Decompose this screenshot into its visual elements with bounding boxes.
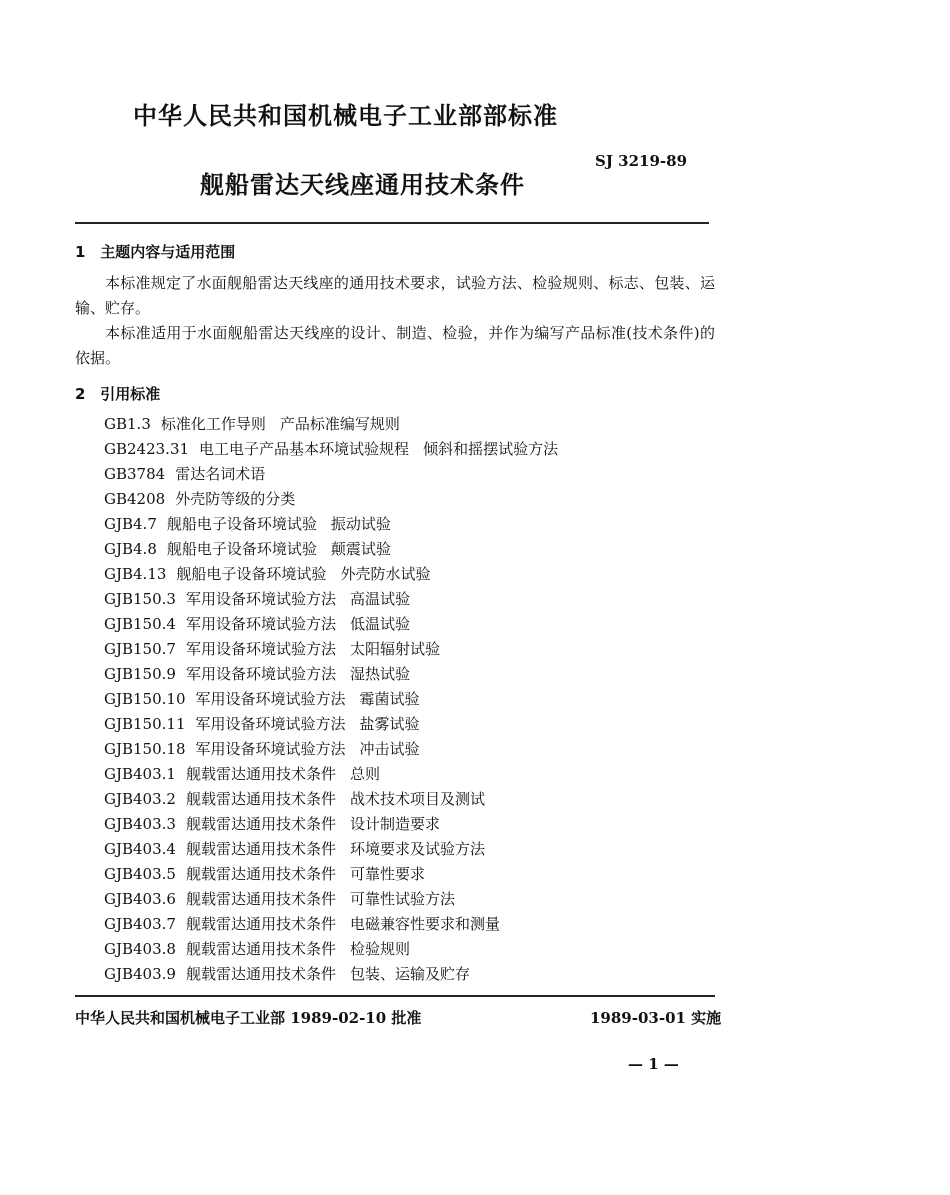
reference-item — [104, 912, 558, 937]
reference-name: 军用设备环境试验方法 — [185, 590, 336, 608]
reference-part: 可靠性试验方法 — [349, 890, 455, 908]
reference-code: GJB403.8 — [104, 940, 176, 958]
reference-name: 军用设备环境试验方法 — [195, 740, 346, 758]
document-title: 舰船雷达天线座通用技术条件 — [200, 171, 525, 199]
reference-part: 包装、运输及贮存 — [349, 965, 470, 983]
reference-item — [104, 662, 558, 687]
reference-code: GJB4.7 — [104, 515, 157, 533]
section-title: 引用标准 — [100, 385, 161, 403]
reference-item — [104, 512, 558, 537]
reference-name: 舰载雷达通用技术条件 — [185, 790, 336, 808]
reference-item — [104, 737, 558, 762]
section-2-heading — [75, 383, 160, 404]
footer-divider — [75, 995, 715, 997]
reference-code: GJB4.13 — [104, 565, 167, 583]
reference-standards-list — [104, 412, 558, 987]
reference-name: 舰船电子设备环境试验 — [176, 565, 327, 583]
reference-code: GJB150.18 — [104, 740, 186, 758]
reference-code: GJB150.4 — [104, 615, 176, 633]
reference-code: GJB4.8 — [104, 540, 157, 558]
reference-part: 可靠性要求 — [349, 865, 425, 883]
reference-name: 舰载雷达通用技术条件 — [185, 840, 336, 858]
section-1-paragraph-2: 本标准适用于水面舰船雷达天线座的设计、制造、检验，并作为编写产品标准(技术条件)的依据。 — [75, 324, 715, 367]
reference-item — [104, 837, 558, 862]
reference-code: GJB403.6 — [104, 890, 176, 908]
reference-item — [104, 612, 558, 637]
reference-name: 舰载雷达通用技术条件 — [185, 890, 336, 908]
reference-part: 倾斜和摇摆试验方法 — [423, 440, 559, 458]
reference-part: 电磁兼容性要求和测量 — [349, 915, 500, 933]
reference-code: GJB403.9 — [104, 965, 176, 983]
reference-part: 设计制造要求 — [349, 815, 440, 833]
reference-item — [104, 937, 558, 962]
reference-item — [104, 887, 558, 912]
reference-name: 军用设备环境试验方法 — [195, 690, 346, 708]
effective-date: 1989-03-01 实施 — [590, 1009, 722, 1027]
reference-part: 检验规则 — [349, 940, 410, 958]
reference-part: 低温试验 — [349, 615, 410, 633]
reference-name: 舰船电子设备环境试验 — [166, 515, 317, 533]
reference-name: 舰载雷达通用技术条件 — [185, 915, 336, 933]
standard-code: SJ 3219-89 — [595, 152, 687, 170]
reference-item — [104, 537, 558, 562]
reference-part: 环境要求及试验方法 — [349, 840, 485, 858]
reference-name: 军用设备环境试验方法 — [185, 665, 336, 683]
reference-item — [104, 412, 558, 437]
reference-code: GJB150.9 — [104, 665, 176, 683]
reference-part: 外壳防水试验 — [340, 565, 431, 583]
reference-name: 舰载雷达通用技术条件 — [185, 765, 336, 783]
reference-part: 振动试验 — [330, 515, 391, 533]
reference-part: 湿热试验 — [349, 665, 410, 683]
reference-part: 盐雾试验 — [359, 715, 420, 733]
section-number: 1 — [75, 243, 86, 261]
reference-item — [104, 712, 558, 737]
reference-code: GJB150.11 — [104, 715, 186, 733]
reference-item — [104, 812, 558, 837]
section-1-heading — [75, 241, 235, 262]
reference-name: 标准化工作导则 — [160, 415, 266, 433]
reference-name: 电工电子产品基本环境试验规程 — [199, 440, 410, 458]
reference-code: GJB403.4 — [104, 840, 176, 858]
reference-item — [104, 562, 558, 587]
reference-item — [104, 687, 558, 712]
reference-name: 军用设备环境试验方法 — [185, 640, 336, 658]
reference-name: 外壳防等级的分类 — [175, 490, 296, 508]
reference-part: 冲击试验 — [359, 740, 420, 758]
page-number: — 1 — — [628, 1055, 679, 1073]
reference-item — [104, 462, 558, 487]
approval-statement: 中华人民共和国机械电子工业部 1989-02-10 批准 — [75, 1009, 422, 1027]
reference-item — [104, 437, 558, 462]
reference-code: GB1.3 — [104, 415, 151, 433]
reference-item — [104, 487, 558, 512]
reference-item — [104, 862, 558, 887]
reference-part: 战术技术项目及测试 — [349, 790, 485, 808]
reference-part: 颠震试验 — [330, 540, 391, 558]
reference-part: 高温试验 — [349, 590, 410, 608]
reference-item — [104, 587, 558, 612]
reference-part: 霉菌试验 — [359, 690, 420, 708]
reference-name: 舰载雷达通用技术条件 — [185, 865, 336, 883]
reference-name: 舰船电子设备环境试验 — [166, 540, 317, 558]
reference-item — [104, 787, 558, 812]
reference-item — [104, 962, 558, 987]
reference-code: GJB403.3 — [104, 815, 176, 833]
reference-code: GJB403.2 — [104, 790, 176, 808]
reference-code: GJB150.10 — [104, 690, 186, 708]
reference-part: 总则 — [349, 765, 380, 783]
ministry-standard-heading: 中华人民共和国机械电子工业部部标准 — [133, 102, 558, 130]
reference-code: GJB150.3 — [104, 590, 176, 608]
reference-code: GJB150.7 — [104, 640, 176, 658]
reference-part: 太阳辐射试验 — [349, 640, 440, 658]
reference-code: GB4208 — [104, 490, 166, 508]
reference-code: GJB403.1 — [104, 765, 176, 783]
reference-code: GJB403.7 — [104, 915, 176, 933]
reference-name: 军用设备环境试验方法 — [185, 615, 336, 633]
reference-name: 舰载雷达通用技术条件 — [185, 815, 336, 833]
reference-code: GB2423.31 — [104, 440, 190, 458]
reference-name: 舰载雷达通用技术条件 — [185, 965, 336, 983]
reference-code: GJB403.5 — [104, 865, 176, 883]
reference-part: 产品标准编写规则 — [279, 415, 400, 433]
reference-code: GB3784 — [104, 465, 166, 483]
section-1-paragraph-1: 本标准规定了水面舰船雷达天线座的通用技术要求，试验方法、检验规则、标志、包装、运输、贮存。 — [75, 274, 715, 317]
reference-name: 舰载雷达通用技术条件 — [185, 940, 336, 958]
section-title: 主题内容与适用范围 — [100, 243, 236, 261]
reference-item — [104, 637, 558, 662]
reference-name: 军用设备环境试验方法 — [195, 715, 346, 733]
header-divider — [75, 222, 709, 224]
reference-name: 雷达名词术语 — [175, 465, 266, 483]
reference-item — [104, 762, 558, 787]
section-number: 2 — [75, 385, 86, 403]
